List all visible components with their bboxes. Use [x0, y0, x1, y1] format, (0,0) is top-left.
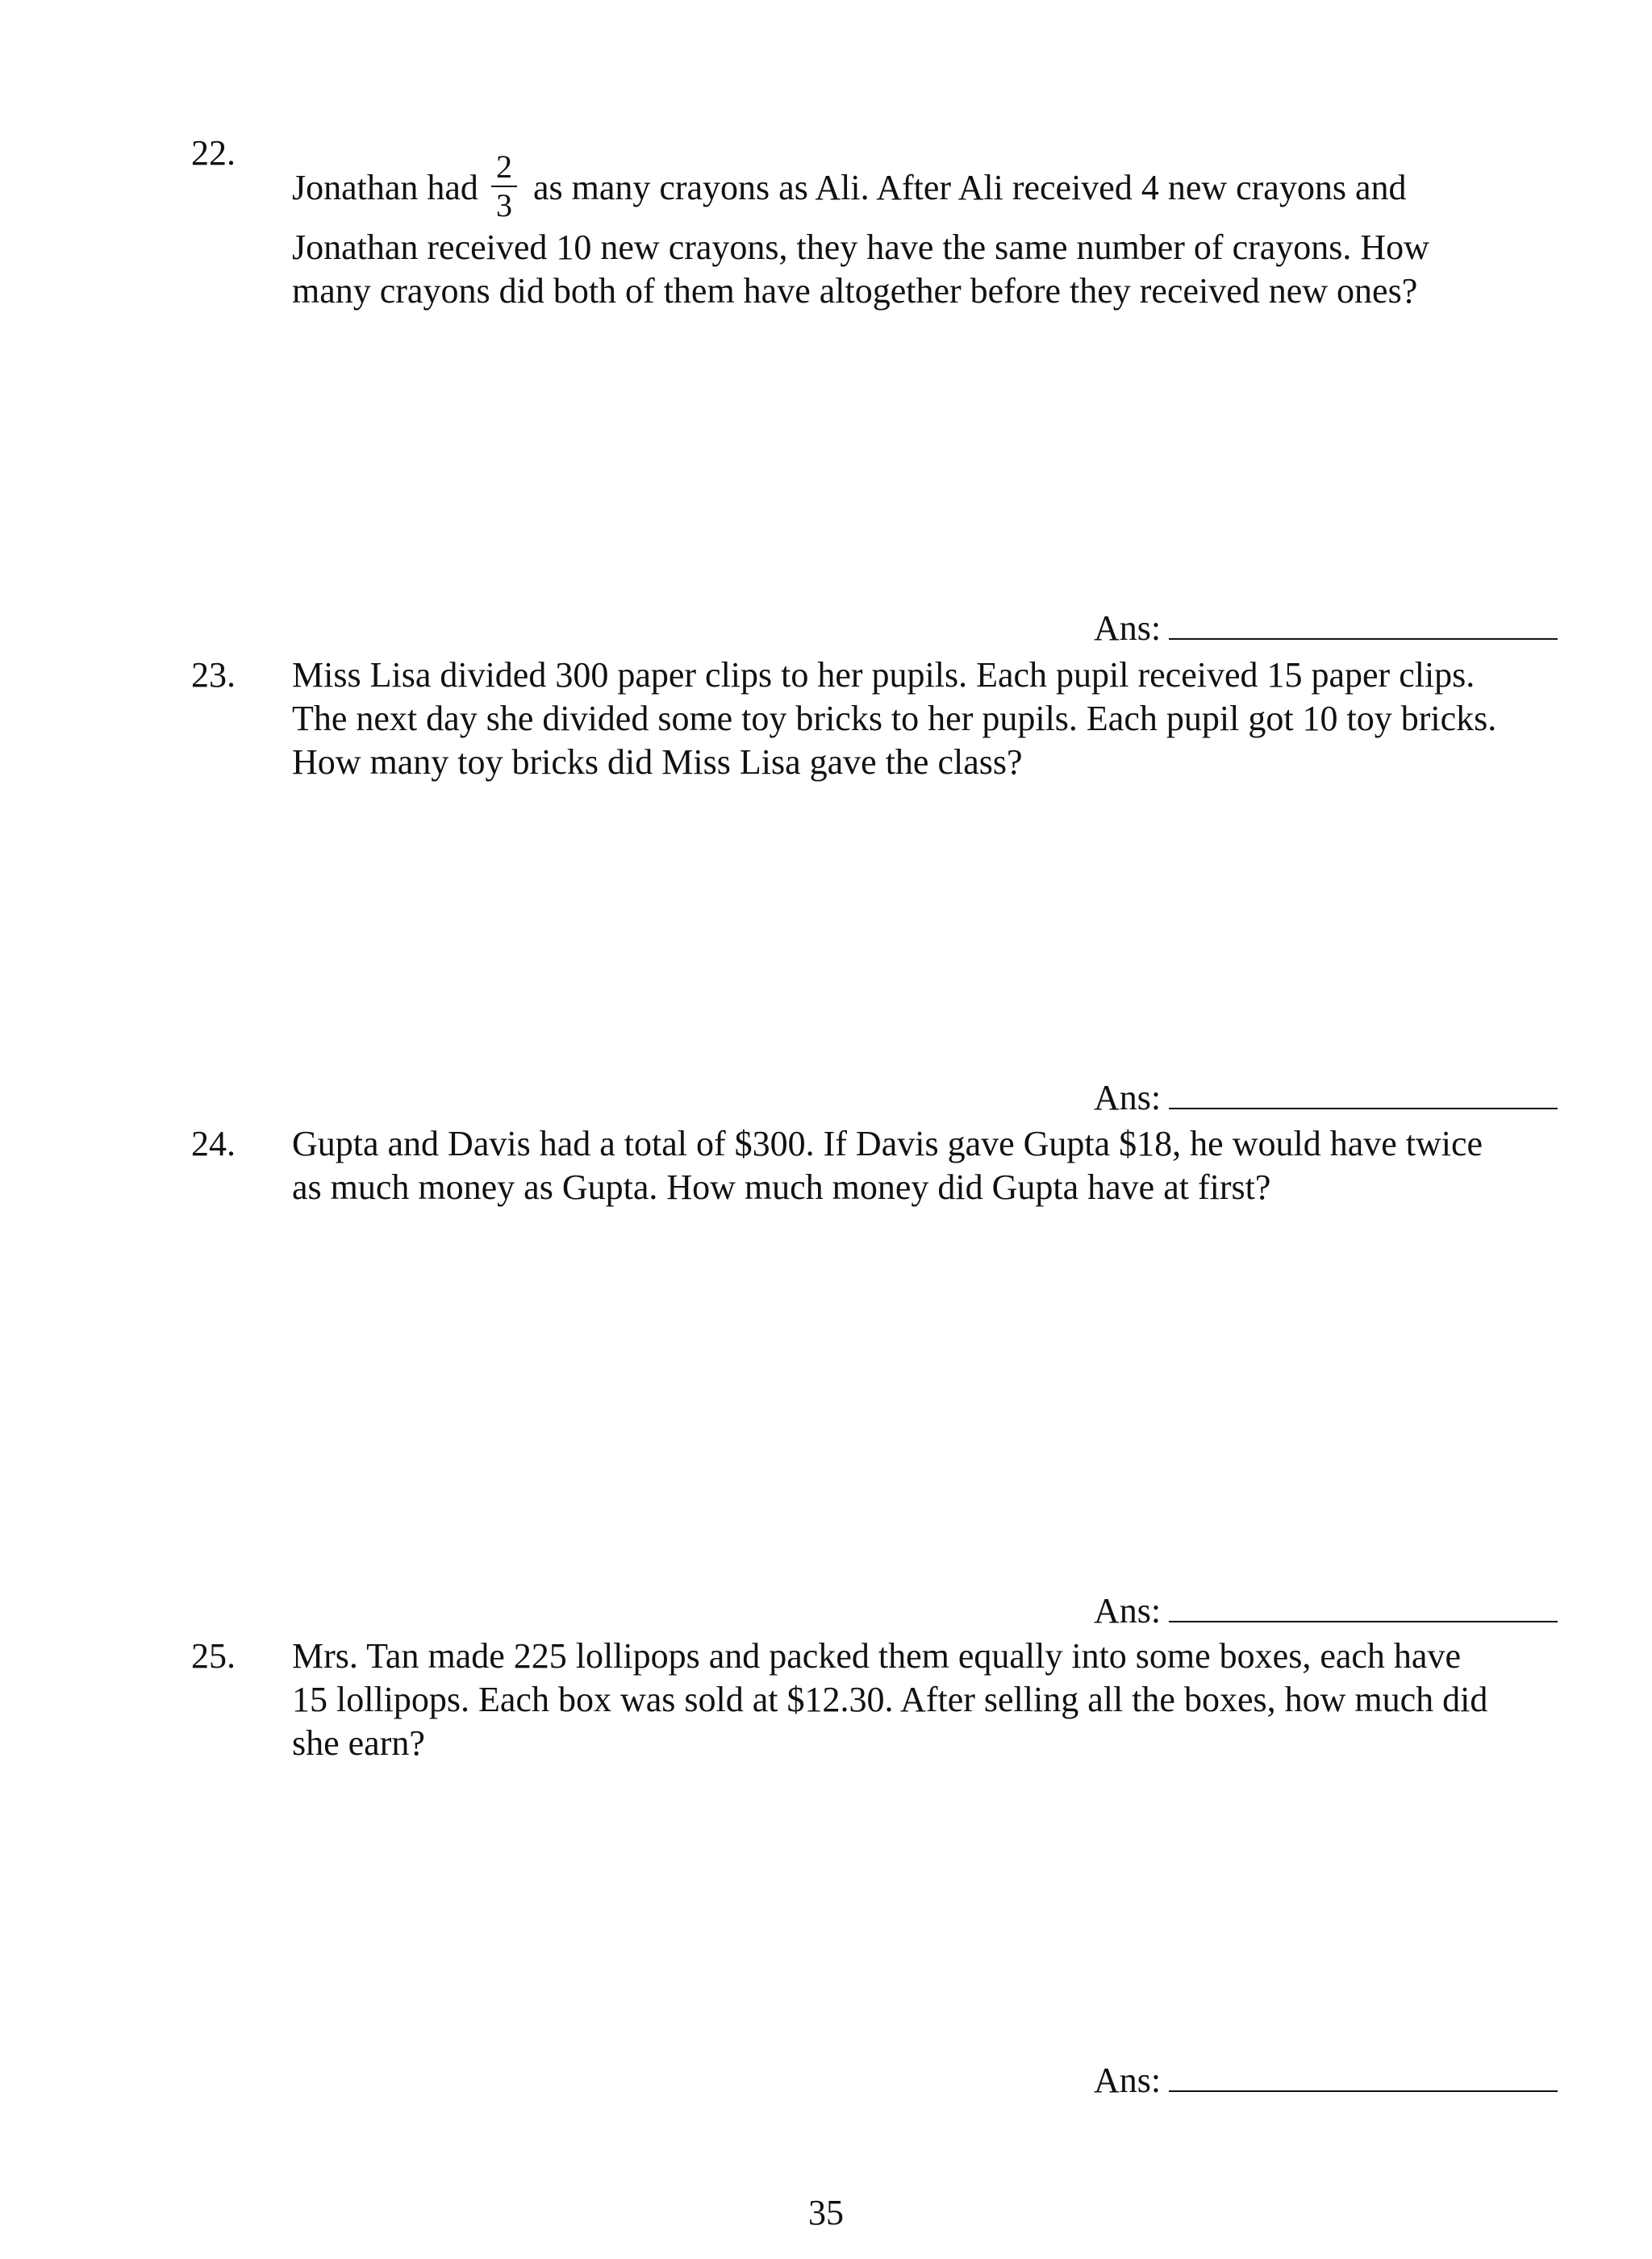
- question-line: she earn?: [292, 1723, 425, 1763]
- question-line: The next day she divided some toy bricks to her pupils. Each pupil got 10 toy bricks.: [292, 699, 1497, 738]
- question-text: [292, 148, 1550, 223]
- page-number: 35: [808, 2193, 844, 2232]
- fraction: [491, 148, 517, 224]
- answer-field[interactable]: [1094, 2059, 1558, 2102]
- question-number: 22.: [191, 133, 236, 173]
- answer-field[interactable]: [1094, 607, 1558, 650]
- question-line: Jonathan received 10 new crayons, they have the same number of crayons. How: [292, 228, 1429, 267]
- answer-blank-line[interactable]: [1169, 608, 1558, 640]
- question-text-segment: as many crayons as Ali. After Ali received 4 new crayons and: [532, 168, 1407, 208]
- question-line: Miss Lisa divided 300 paper clips to her pupils. Each pupil received 15 paper clips.: [292, 655, 1475, 695]
- question-text: [292, 1122, 1550, 1209]
- question-text: [292, 1635, 1550, 1765]
- answer-label: Ans:: [1094, 1591, 1162, 1631]
- question-line: as much money as Gupta. How much money did Gupta have at first?: [292, 1167, 1271, 1207]
- fraction-numerator: 2: [491, 148, 517, 187]
- answer-blank-line[interactable]: [1169, 1590, 1558, 1622]
- question-line: How many toy bricks did Miss Lisa gave the class?: [292, 742, 1023, 782]
- question-text-continued: [292, 226, 1550, 313]
- question-number: 24.: [191, 1124, 236, 1163]
- question-text: [292, 653, 1550, 784]
- question-line: Mrs. Tan made 225 lollipops and packed them equally into some boxes, each have: [292, 1636, 1461, 1676]
- answer-field[interactable]: [1094, 1076, 1558, 1120]
- question-text-segment: Jonathan had: [292, 168, 478, 208]
- answer-blank-line[interactable]: [1169, 2060, 1558, 2092]
- question-number: 25.: [191, 1636, 236, 1676]
- question-line: many crayons did both of them have altogether before they received new ones?: [292, 271, 1418, 311]
- answer-label: Ans:: [1094, 1078, 1162, 1117]
- question-line: [292, 148, 1550, 223]
- question-line: Gupta and Davis had a total of $300. If Davis gave Gupta $18, he would have twice: [292, 1124, 1483, 1163]
- answer-label: Ans:: [1094, 2061, 1162, 2100]
- answer-blank-line[interactable]: [1169, 1077, 1558, 1109]
- fraction-denominator: 3: [495, 187, 512, 223]
- question-line: 15 lollipops. Each box was sold at $12.30. After selling all the boxes, how much did: [292, 1680, 1488, 1719]
- answer-field[interactable]: [1094, 1589, 1558, 1633]
- question-number: 23.: [191, 655, 236, 695]
- answer-label: Ans:: [1094, 608, 1162, 648]
